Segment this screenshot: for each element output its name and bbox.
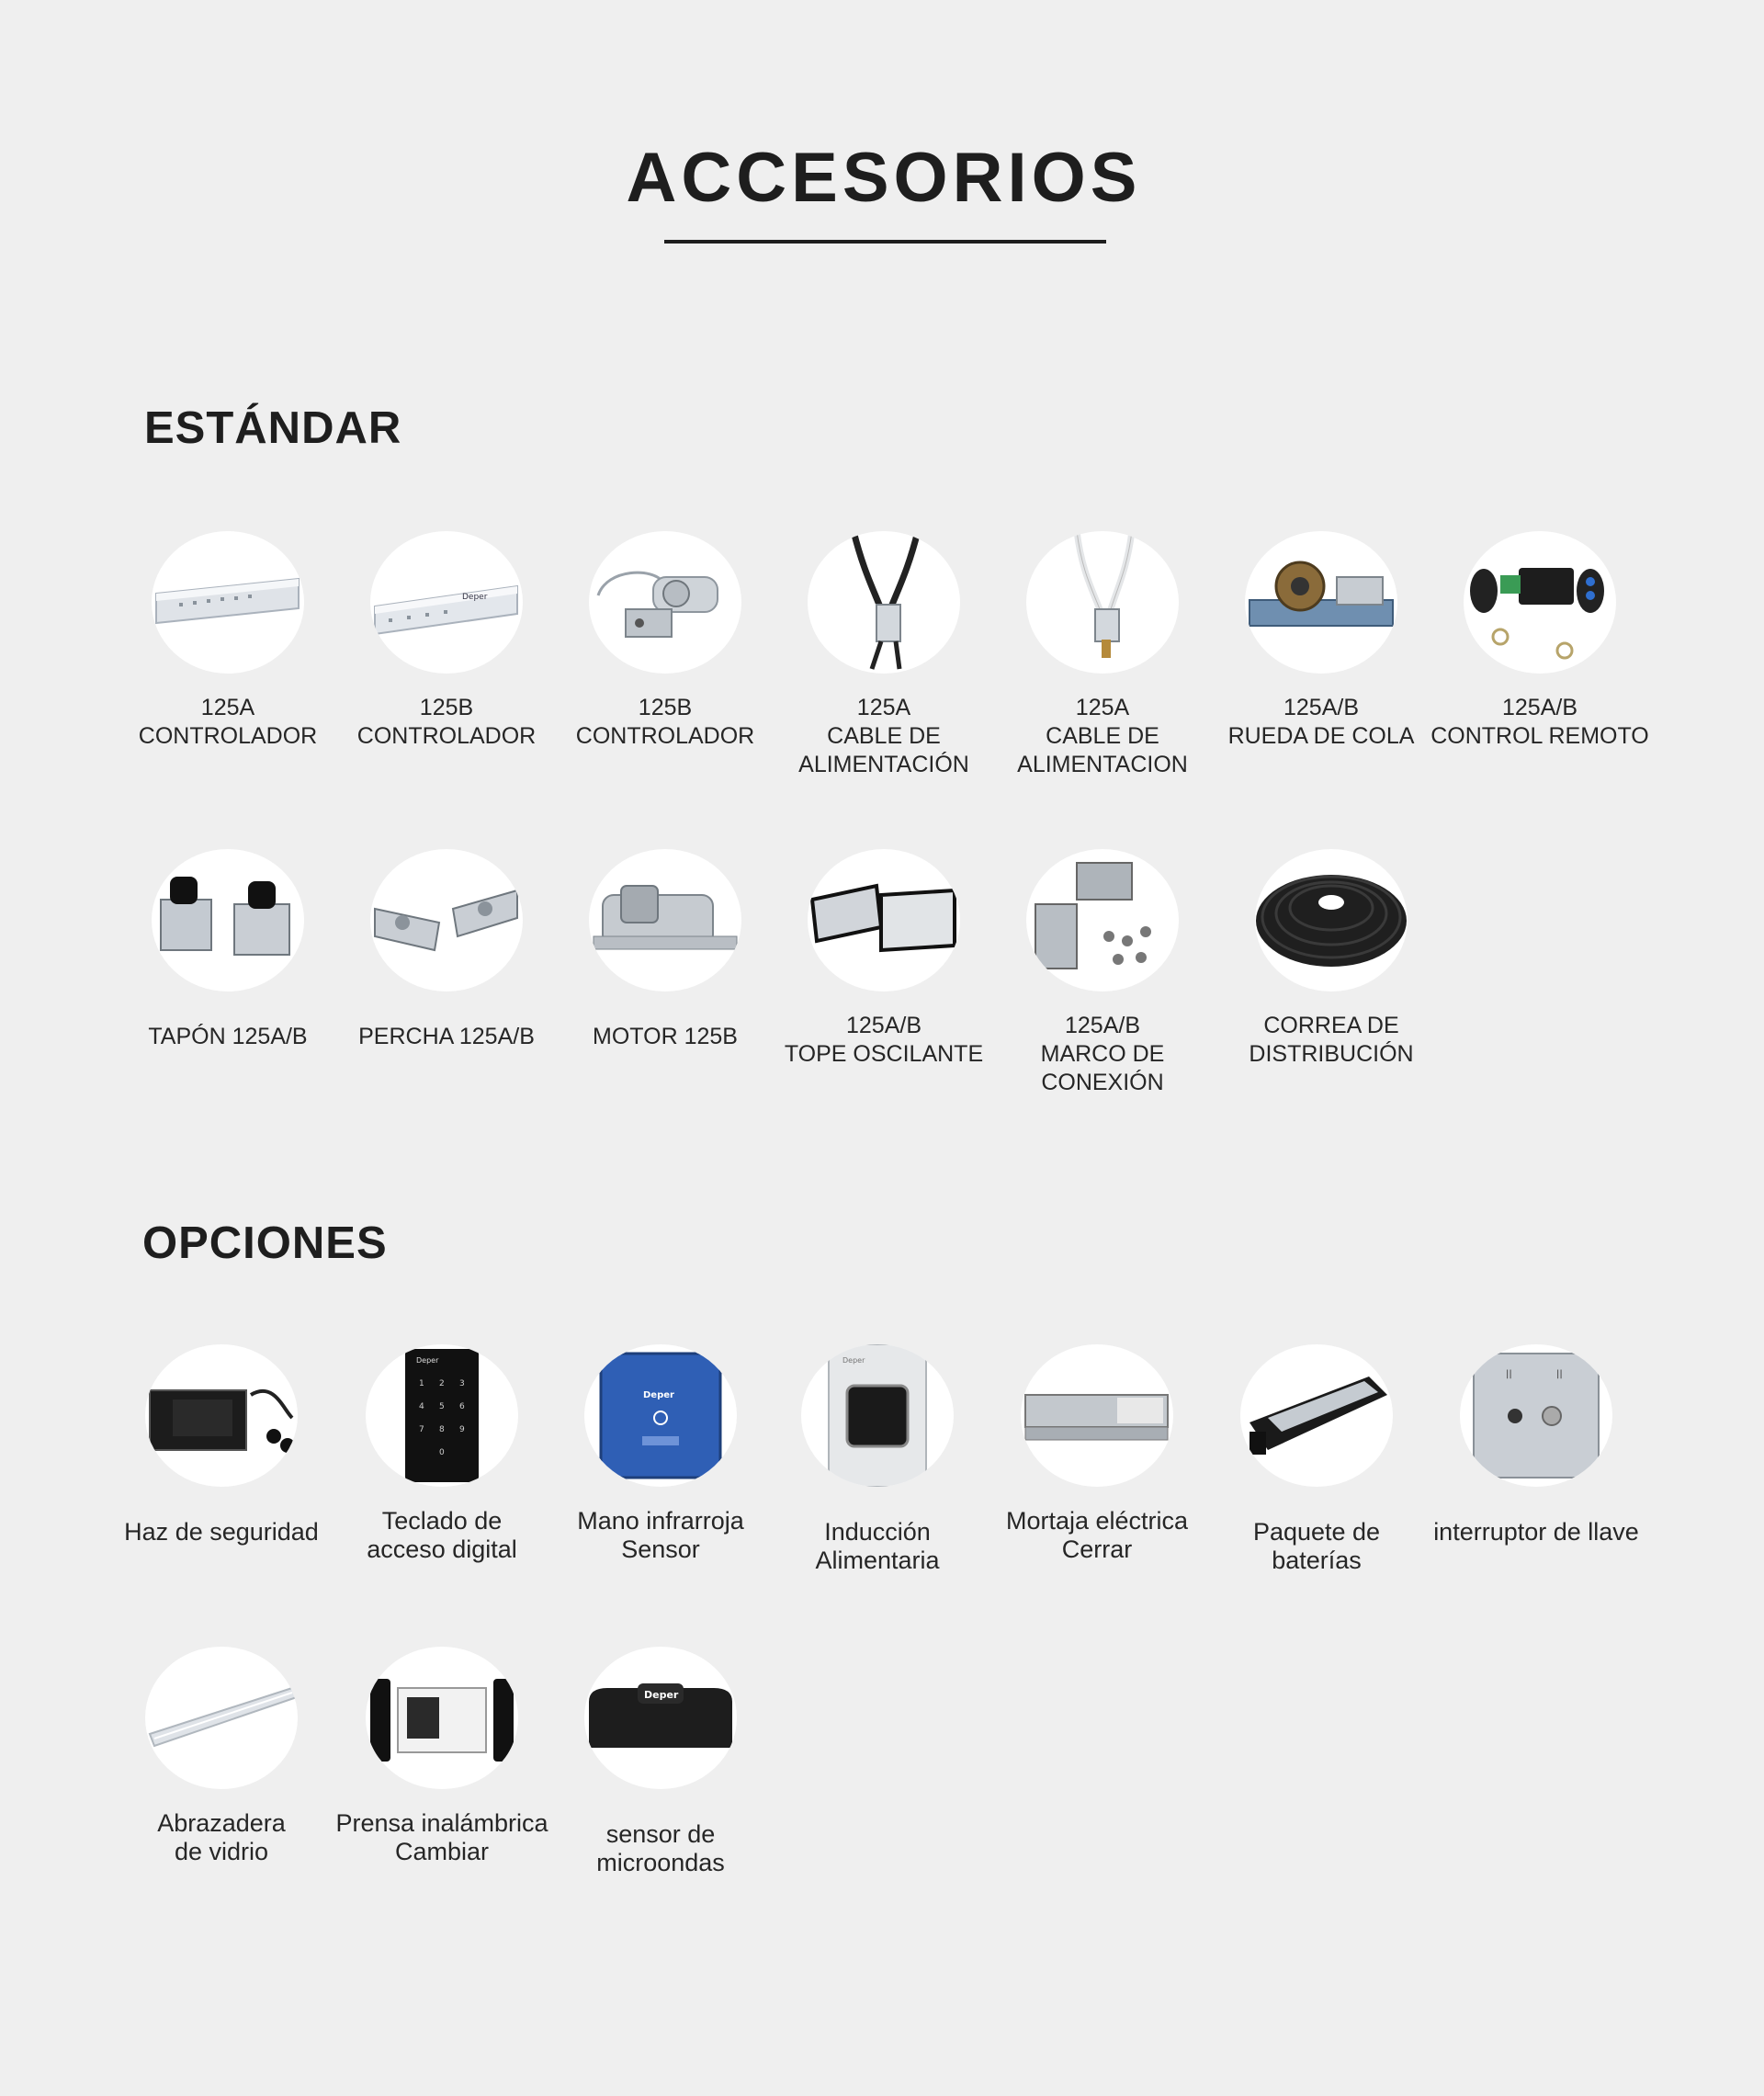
product-item[interactable] bbox=[119, 531, 337, 751]
product-label: MOTOR 125B bbox=[593, 1024, 738, 1049]
product-item[interactable] bbox=[775, 531, 993, 779]
svg-text:0: 0 bbox=[439, 1448, 445, 1457]
svg-text:1: 1 bbox=[419, 1379, 424, 1388]
wireless-switch-icon bbox=[366, 1647, 518, 1789]
power-cable-icon bbox=[1026, 531, 1179, 674]
product-label: 125A CONTROLADOR bbox=[138, 695, 318, 749]
svg-text:6: 6 bbox=[459, 1402, 465, 1411]
option-item[interactable] bbox=[551, 1344, 770, 1564]
timing-belt-icon bbox=[1255, 849, 1408, 991]
controller-icon bbox=[370, 531, 523, 674]
svg-text:||: || bbox=[1506, 1369, 1512, 1379]
hanger-icon bbox=[370, 849, 523, 991]
section-title-standard: ESTÁNDAR bbox=[144, 403, 402, 453]
product-label: 125A/B CONTROL REMOTO bbox=[1430, 695, 1649, 749]
option-label: Abrazadera de vidrio bbox=[157, 1809, 286, 1865]
svg-text:8: 8 bbox=[439, 1425, 445, 1434]
svg-text:9: 9 bbox=[459, 1425, 465, 1434]
product-label: 125B CONTROLADOR bbox=[575, 695, 755, 749]
title-underline bbox=[664, 240, 1106, 244]
keypad-icon bbox=[366, 1344, 518, 1487]
svg-text:Deper: Deper bbox=[462, 593, 488, 602]
svg-text:3: 3 bbox=[459, 1379, 465, 1388]
safety-beam-icon bbox=[145, 1344, 298, 1487]
product-item[interactable] bbox=[1212, 531, 1430, 751]
option-item[interactable] bbox=[333, 1344, 551, 1564]
motor-controller-icon bbox=[589, 531, 741, 674]
section-title-options: OPCIONES bbox=[142, 1218, 388, 1268]
product-label: 125A/B MARCO DE CONEXIÓN bbox=[1040, 1013, 1165, 1095]
product-item[interactable] bbox=[337, 849, 556, 1051]
product-label: PERCHA 125A/B bbox=[358, 1024, 535, 1049]
product-item[interactable] bbox=[556, 849, 775, 1051]
option-label: Inducción Alimentaria bbox=[815, 1518, 940, 1574]
option-label: Prensa inalámbrica Cambiar bbox=[335, 1809, 548, 1865]
glass-clamp-icon bbox=[145, 1647, 298, 1789]
svg-text:7: 7 bbox=[419, 1425, 424, 1434]
product-item[interactable] bbox=[1430, 531, 1649, 751]
tail-wheel-icon bbox=[1245, 531, 1397, 674]
product-item[interactable] bbox=[1222, 849, 1441, 1069]
option-label: Mano infrarroja Sensor bbox=[577, 1507, 744, 1563]
option-item[interactable] bbox=[1427, 1344, 1645, 1547]
svg-text:Deper: Deper bbox=[842, 1356, 865, 1365]
power-cable-icon bbox=[808, 531, 960, 674]
product-label: 125A/B TOPE OSCILANTE bbox=[784, 1013, 984, 1067]
infrared-hand-sensor-icon bbox=[584, 1344, 737, 1487]
option-item[interactable] bbox=[112, 1344, 331, 1547]
option-item[interactable] bbox=[988, 1344, 1206, 1564]
option-item[interactable] bbox=[551, 1647, 770, 1877]
product-item[interactable] bbox=[556, 531, 775, 751]
option-item[interactable] bbox=[112, 1647, 331, 1866]
product-item[interactable] bbox=[993, 531, 1212, 779]
product-label: 125B CONTROLADOR bbox=[356, 695, 537, 749]
key-switch-icon bbox=[1460, 1344, 1612, 1487]
swing-stopper-icon bbox=[808, 849, 960, 991]
option-item[interactable] bbox=[768, 1344, 987, 1575]
induction-switch-icon bbox=[801, 1344, 954, 1487]
product-label: 125A CABLE DE ALIMENTACION bbox=[1017, 695, 1188, 777]
option-label: interruptor de llave bbox=[1433, 1518, 1639, 1546]
option-label: Teclado de acceso digital bbox=[367, 1507, 517, 1563]
product-item[interactable] bbox=[775, 849, 993, 1069]
svg-text:Deper: Deper bbox=[643, 1390, 674, 1400]
electric-lock-icon bbox=[1021, 1344, 1173, 1487]
svg-text:||: || bbox=[1556, 1369, 1563, 1379]
microwave-sensor-icon bbox=[584, 1647, 737, 1789]
product-item[interactable] bbox=[119, 849, 337, 1051]
svg-text:Deper: Deper bbox=[644, 1689, 679, 1701]
motor-icon bbox=[589, 849, 741, 991]
product-label: TAPÓN 125A/B bbox=[148, 1024, 308, 1049]
remote-control-icon bbox=[1464, 531, 1616, 674]
battery-pack-icon bbox=[1240, 1344, 1393, 1487]
svg-text:2: 2 bbox=[439, 1379, 445, 1388]
svg-text:5: 5 bbox=[439, 1402, 445, 1411]
option-label: Haz de seguridad bbox=[124, 1518, 319, 1546]
option-label: sensor de microondas bbox=[596, 1820, 725, 1876]
option-item[interactable] bbox=[333, 1647, 551, 1866]
stopper-icon bbox=[152, 849, 304, 991]
page-title: ACCESORIOS bbox=[626, 139, 1142, 217]
option-label: Paquete de baterías bbox=[1252, 1518, 1381, 1574]
connection-frame-icon bbox=[1026, 849, 1179, 991]
svg-text:Deper: Deper bbox=[416, 1356, 439, 1365]
svg-text:4: 4 bbox=[419, 1402, 424, 1411]
product-item[interactable] bbox=[337, 531, 556, 751]
option-item[interactable] bbox=[1207, 1344, 1426, 1575]
product-label: 125A/B RUEDA DE COLA bbox=[1227, 695, 1415, 749]
controller-icon bbox=[152, 531, 304, 674]
product-item[interactable] bbox=[993, 849, 1212, 1097]
product-label: 125A CABLE DE ALIMENTACIÓN bbox=[798, 695, 969, 777]
option-label: Mortaja eléctrica Cerrar bbox=[1005, 1507, 1189, 1563]
product-label: CORREA DE DISTRIBUCIÓN bbox=[1249, 1013, 1414, 1067]
